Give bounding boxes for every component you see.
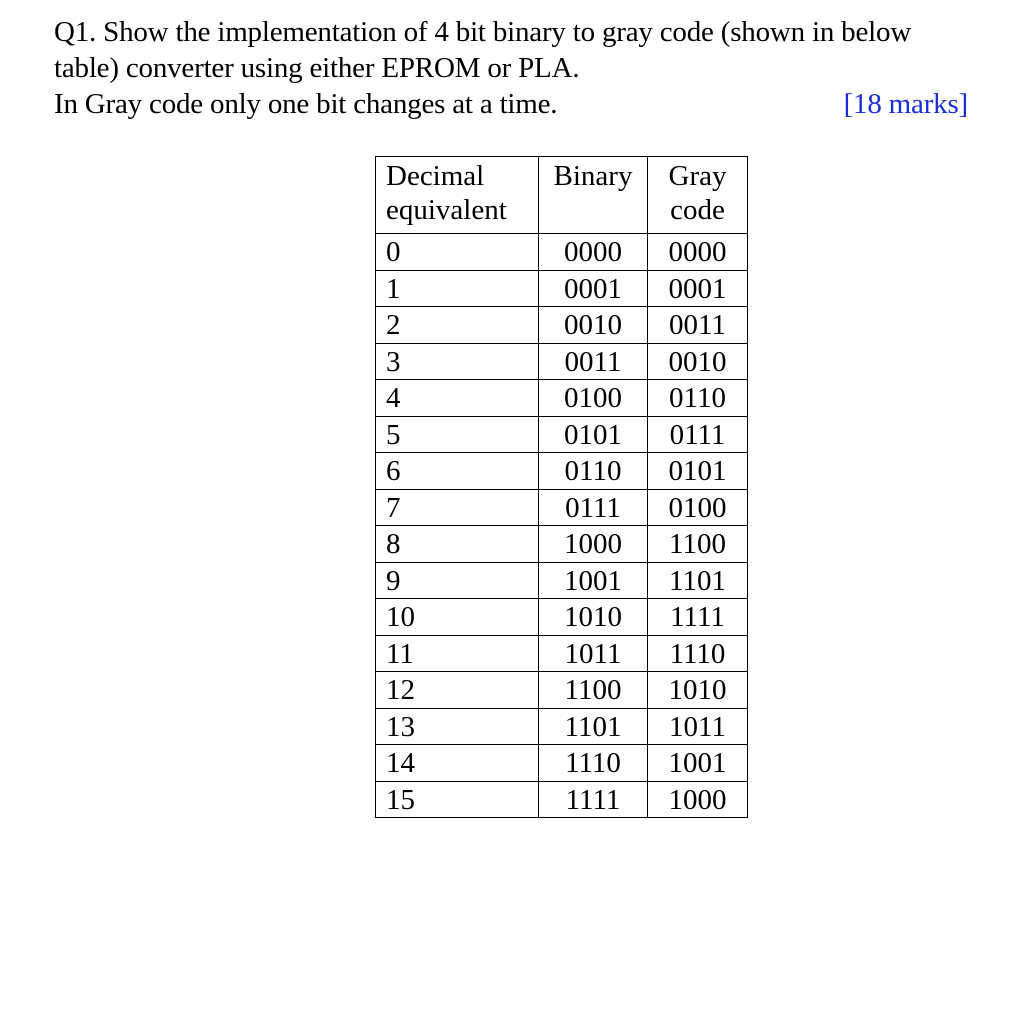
decimal-cell: 1 bbox=[376, 270, 539, 307]
binary-cell: 1111 bbox=[539, 781, 648, 818]
table-row bbox=[376, 380, 748, 417]
decimal-cell: 8 bbox=[376, 526, 539, 563]
header-binary-label: Binary bbox=[553, 160, 633, 192]
binary-cell: 1011 bbox=[539, 635, 648, 672]
table-row bbox=[376, 234, 748, 271]
gray-cell: 1100 bbox=[648, 526, 748, 563]
decimal-cell: 13 bbox=[376, 708, 539, 745]
binary-cell: 0100 bbox=[539, 380, 648, 417]
conversion-table-container bbox=[375, 156, 748, 818]
header-decimal-line-2: equivalent bbox=[386, 194, 507, 226]
binary-cell: 1000 bbox=[539, 526, 648, 563]
header-binary bbox=[539, 157, 648, 234]
table-row bbox=[376, 708, 748, 745]
header-gray bbox=[648, 157, 748, 234]
decimal-cell: 12 bbox=[376, 672, 539, 709]
table-row bbox=[376, 781, 748, 818]
gray-cell: 1110 bbox=[648, 635, 748, 672]
decimal-cell: 0 bbox=[376, 234, 539, 271]
binary-cell: 1100 bbox=[539, 672, 648, 709]
decimal-cell: 2 bbox=[376, 307, 539, 344]
question-line-3 bbox=[54, 86, 999, 122]
decimal-cell: 6 bbox=[376, 453, 539, 490]
header-gray-line-2: code bbox=[670, 194, 725, 226]
table-row bbox=[376, 672, 748, 709]
decimal-cell: 4 bbox=[376, 380, 539, 417]
binary-cell: 0010 bbox=[539, 307, 648, 344]
decimal-cell: 3 bbox=[376, 343, 539, 380]
decimal-cell: 11 bbox=[376, 635, 539, 672]
gray-cell: 1011 bbox=[648, 708, 748, 745]
decimal-cell: 15 bbox=[376, 781, 539, 818]
decimal-cell: 9 bbox=[376, 562, 539, 599]
decimal-cell: 5 bbox=[376, 416, 539, 453]
gray-cell: 1000 bbox=[648, 781, 748, 818]
binary-cell: 0011 bbox=[539, 343, 648, 380]
gray-cell: 0010 bbox=[648, 343, 748, 380]
header-gray-line-1: Gray bbox=[668, 160, 727, 192]
table-row bbox=[376, 745, 748, 782]
table-header-row bbox=[376, 157, 748, 234]
table-row bbox=[376, 270, 748, 307]
gray-cell: 1101 bbox=[648, 562, 748, 599]
table-row bbox=[376, 307, 748, 344]
header-decimal-line-1: Decimal bbox=[386, 160, 485, 192]
gray-cell: 1010 bbox=[648, 672, 748, 709]
gray-cell: 0101 bbox=[648, 453, 748, 490]
table-row bbox=[376, 599, 748, 636]
question-text bbox=[54, 14, 999, 122]
gray-cell: 1001 bbox=[648, 745, 748, 782]
gray-cell: 0110 bbox=[648, 380, 748, 417]
table-row bbox=[376, 416, 748, 453]
gray-cell: 1111 bbox=[648, 599, 748, 636]
binary-cell: 0111 bbox=[539, 489, 648, 526]
binary-cell: 0000 bbox=[539, 234, 648, 271]
decimal-cell: 10 bbox=[376, 599, 539, 636]
table-row bbox=[376, 562, 748, 599]
table-row bbox=[376, 343, 748, 380]
binary-cell: 0101 bbox=[539, 416, 648, 453]
table-row bbox=[376, 635, 748, 672]
gray-cell: 0000 bbox=[648, 234, 748, 271]
gray-cell: 0011 bbox=[648, 307, 748, 344]
table-row bbox=[376, 526, 748, 563]
gray-cell: 0111 bbox=[648, 416, 748, 453]
binary-cell: 0110 bbox=[539, 453, 648, 490]
question-line-2: table) converter using either EPROM or PLA. bbox=[54, 52, 580, 84]
binary-cell: 1010 bbox=[539, 599, 648, 636]
marks-label: [18 marks] bbox=[843, 88, 968, 120]
binary-cell: 0001 bbox=[539, 270, 648, 307]
gray-cell: 0001 bbox=[648, 270, 748, 307]
header-decimal bbox=[376, 157, 539, 234]
gray-cell: 0100 bbox=[648, 489, 748, 526]
binary-cell: 1110 bbox=[539, 745, 648, 782]
table-body bbox=[376, 234, 748, 818]
decimal-cell: 14 bbox=[376, 745, 539, 782]
binary-cell: 1001 bbox=[539, 562, 648, 599]
question-line-1: Q1. Show the implementation of 4 bit binary to gray code (shown in below bbox=[54, 16, 912, 48]
binary-gray-table bbox=[375, 156, 748, 818]
binary-cell: 1101 bbox=[539, 708, 648, 745]
table-row bbox=[376, 453, 748, 490]
decimal-cell: 7 bbox=[376, 489, 539, 526]
table-row bbox=[376, 489, 748, 526]
question-line-3-text: In Gray code only one bit changes at a time. bbox=[54, 88, 558, 120]
